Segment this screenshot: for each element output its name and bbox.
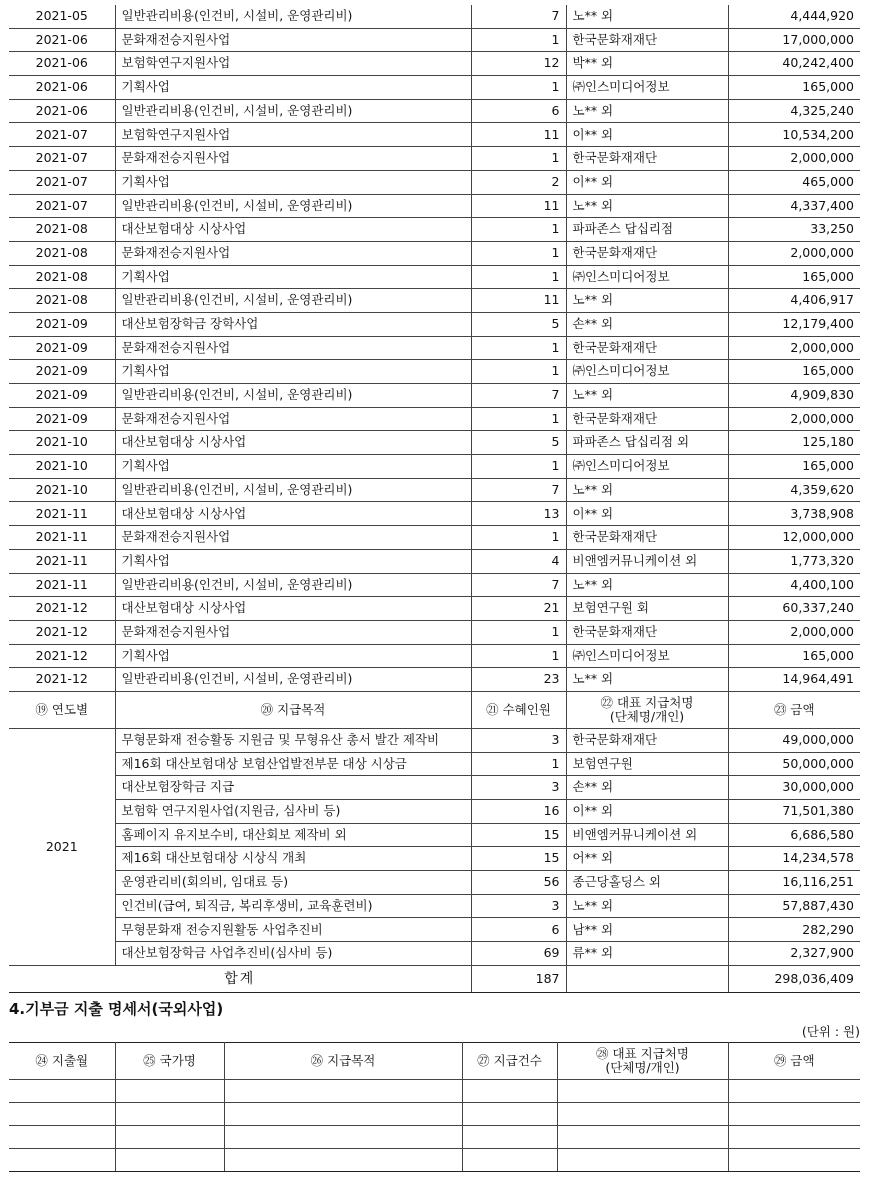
total-payee-empty [566,965,728,992]
table-row [9,99,860,123]
cell-count: 11 [471,194,566,218]
cell-purpose: 문화재전승지원사업 [115,620,471,644]
empty-cell [728,1080,860,1103]
header-year: ⑲ 연도별 [9,691,115,728]
cell-count: 5 [471,431,566,455]
header-payee [566,691,728,728]
cell-purpose: 보험학연구지원사업 [115,52,471,76]
empty-cell [115,1149,224,1172]
cell-count: 1 [471,644,566,668]
empty-cell [462,1149,557,1172]
table-row [9,147,860,171]
empty-cell [224,1103,462,1126]
cell-purpose: 대산보험대상 시상사업 [115,502,471,526]
summary-beneficiaries: 1 [471,752,566,776]
cell-purpose: 대산보험대상 시상사업 [115,431,471,455]
cell-purpose: 문화재전승지원사업 [115,241,471,265]
cell-payee: 노** 외 [566,573,728,597]
summary-payee: 비앤엠커뮤니케이션 외 [566,823,728,847]
cell-purpose: 문화재전승지원사업 [115,336,471,360]
empty-row [9,1149,860,1172]
summary-payee: 이** 외 [566,800,728,824]
cell-month: 2021-08 [9,241,115,265]
cell-count: 5 [471,312,566,336]
cell-amount: 4,909,830 [728,384,860,408]
cell-count: 7 [471,573,566,597]
cell-month: 2021-06 [9,28,115,52]
summary-beneficiaries: 6 [471,918,566,942]
table-row [9,360,860,384]
cell-count: 7 [471,384,566,408]
summary-amount: 6,686,580 [728,823,860,847]
empty-cell [9,1103,115,1126]
cell-payee: ㈜인스미디어정보 [566,644,728,668]
cell-month: 2021-06 [9,99,115,123]
cell-payee: 박** 외 [566,52,728,76]
table-row [9,549,860,573]
cell-payee: 이** 외 [566,123,728,147]
cell-count: 1 [471,241,566,265]
summary-amount: 57,887,430 [728,894,860,918]
cell-payee: 노** 외 [566,668,728,692]
summary-purpose: 무형문화재 전승활동 지원금 및 무형유산 총서 발간 제작비 [115,728,471,752]
summary-row [9,800,860,824]
cell-count: 11 [471,289,566,313]
summary-amount: 282,290 [728,918,860,942]
cell-amount: 165,000 [728,265,860,289]
table-row [9,52,860,76]
cell-count: 23 [471,668,566,692]
table-row [9,407,860,431]
empty-cell [728,1126,860,1149]
summary-payee: 종근당홀딩스 외 [566,871,728,895]
empty-cell [9,1080,115,1103]
table-row [9,170,860,194]
cell-payee: 한국문화재재단 [566,336,728,360]
cell-count: 1 [471,218,566,242]
empty-cell [557,1149,728,1172]
cell-purpose: 문화재전승지원사업 [115,28,471,52]
cell-amount: 165,000 [728,455,860,479]
cell-month: 2021-10 [9,478,115,502]
header-amount: ㉓ 금액 [728,691,860,728]
summary-row [9,942,860,966]
summary-purpose: 제16회 대산보험대상 보험산업발전부문 대상 시상금 [115,752,471,776]
table-row [9,573,860,597]
header-payee [557,1043,728,1080]
cell-payee: 노** 외 [566,5,728,28]
cell-month: 2021-09 [9,312,115,336]
header-payee-line2: (단체명/개인) [605,1060,680,1075]
summary-purpose: 대산보험장학금 사업추진비(심사비 등) [115,942,471,966]
cell-purpose: 문화재전승지원사업 [115,526,471,550]
summary-purpose: 운영관리비(회의비, 임대료 등) [115,871,471,895]
summary-row [9,918,860,942]
total-beneficiaries: 187 [471,965,566,992]
cell-amount: 3,738,908 [728,502,860,526]
cell-month: 2021-06 [9,76,115,100]
header-payee-line1: ㉒ 대표 지급처명 [600,694,694,710]
cell-amount: 14,964,491 [728,668,860,692]
summary-amount: 71,501,380 [728,800,860,824]
cell-amount: 60,337,240 [728,597,860,621]
cell-purpose: 일반관리비용(인건비, 시설비, 운영관리비) [115,5,471,28]
cell-month: 2021-07 [9,194,115,218]
summary-row [9,728,860,752]
cell-amount: 2,000,000 [728,241,860,265]
cell-month: 2021-09 [9,384,115,408]
cell-payee: 비앤엠커뮤니케이션 외 [566,549,728,573]
cell-amount: 2,000,000 [728,620,860,644]
summary-payee: 어** 외 [566,847,728,871]
cell-month: 2021-10 [9,431,115,455]
cell-count: 21 [471,597,566,621]
cell-count: 1 [471,147,566,171]
cell-amount: 12,179,400 [728,312,860,336]
table-row [9,384,860,408]
summary-payee: 한국문화재재단 [566,728,728,752]
table-row [9,289,860,313]
cell-count: 1 [471,265,566,289]
table-row [9,668,860,692]
cell-payee: 노** 외 [566,99,728,123]
summary-row [9,894,860,918]
summary-header-row [9,691,860,728]
cell-payee: 노** 외 [566,384,728,408]
summary-purpose: 대산보험장학금 지급 [115,776,471,800]
cell-purpose: 기획사업 [115,455,471,479]
cell-month: 2021-11 [9,526,115,550]
cell-amount: 165,000 [728,644,860,668]
table-row [9,502,860,526]
cell-count: 4 [471,549,566,573]
summary-purpose: 인건비(급여, 퇴직금, 복리후생비, 교육훈련비) [115,894,471,918]
cell-amount: 2,000,000 [728,147,860,171]
cell-payee: 노** 외 [566,194,728,218]
header-purpose: ⑳ 지급목적 [115,691,471,728]
cell-month: 2021-07 [9,123,115,147]
table-row [9,5,860,28]
cell-purpose: 보험학연구지원사업 [115,123,471,147]
unit-note: (단위 : 원) [801,1024,860,1039]
empty-cell [462,1080,557,1103]
cell-month: 2021-08 [9,218,115,242]
cell-month: 2021-09 [9,360,115,384]
summary-amount: 16,116,251 [728,871,860,895]
cell-purpose: 대산보험대상 시상사업 [115,597,471,621]
total-amount: 298,036,409 [728,965,860,992]
empty-cell [224,1126,462,1149]
cell-amount: 4,406,917 [728,289,860,313]
donation-expense-table-domestic [9,5,860,993]
summary-row [9,871,860,895]
summary-beneficiaries: 69 [471,942,566,966]
cell-purpose: 일반관리비용(인건비, 시설비, 운영관리비) [115,573,471,597]
cell-count: 1 [471,407,566,431]
cell-payee: 이** 외 [566,502,728,526]
table-row [9,312,860,336]
cell-month: 2021-09 [9,407,115,431]
cell-payee: 파파존스 답십리점 외 [566,431,728,455]
cell-purpose: 일반관리비용(인건비, 시설비, 운영관리비) [115,384,471,408]
summary-beneficiaries: 16 [471,800,566,824]
cell-month: 2021-09 [9,336,115,360]
cell-payee: 노** 외 [566,289,728,313]
summary-year: 2021 [9,728,115,965]
cell-count: 11 [471,123,566,147]
header-payee-line1: ㉘ 대표 지급처명 [596,1045,689,1061]
cell-count: 2 [471,170,566,194]
table-row [9,265,860,289]
empty-cell [557,1080,728,1103]
cell-payee: ㈜인스미디어정보 [566,455,728,479]
cell-payee: ㈜인스미디어정보 [566,76,728,100]
table-row [9,478,860,502]
summary-amount: 50,000,000 [728,752,860,776]
empty-cell [9,1149,115,1172]
empty-row [9,1103,860,1126]
cell-payee: 한국문화재재단 [566,28,728,52]
cell-amount: 125,180 [728,431,860,455]
cell-month: 2021-11 [9,573,115,597]
cell-amount: 4,337,400 [728,194,860,218]
total-label: 합계 [9,965,471,992]
summary-beneficiaries: 3 [471,894,566,918]
cell-purpose: 기획사업 [115,265,471,289]
cell-purpose: 대산보험장학금 장학사업 [115,312,471,336]
overseas-header-row [9,1043,860,1080]
cell-month: 2021-05 [9,5,115,28]
cell-amount: 40,242,400 [728,52,860,76]
summary-payee: 남** 외 [566,918,728,942]
cell-month: 2021-08 [9,265,115,289]
cell-purpose: 대산보험대상 시상사업 [115,218,471,242]
empty-cell [9,1126,115,1149]
cell-amount: 4,444,920 [728,5,860,28]
header-beneficiaries: ㉑ 수혜인원 [471,691,566,728]
summary-amount: 2,327,900 [728,942,860,966]
cell-purpose: 일반관리비용(인건비, 시설비, 운영관리비) [115,99,471,123]
cell-payee: ㈜인스미디어정보 [566,360,728,384]
empty-cell [557,1103,728,1126]
cell-payee: ㈜인스미디어정보 [566,265,728,289]
summary-amount: 30,000,000 [728,776,860,800]
cell-purpose: 일반관리비용(인건비, 시설비, 운영관리비) [115,478,471,502]
cell-payee: 노** 외 [566,478,728,502]
cell-month: 2021-12 [9,597,115,621]
table-row [9,597,860,621]
cell-payee: 한국문화재재단 [566,241,728,265]
table-row [9,620,860,644]
cell-count: 1 [471,455,566,479]
cell-purpose: 일반관리비용(인건비, 시설비, 운영관리비) [115,668,471,692]
table-row [9,218,860,242]
cell-count: 1 [471,360,566,384]
summary-purpose: 홈페이지 유지보수비, 대산회보 제작비 외 [115,823,471,847]
cell-amount: 165,000 [728,360,860,384]
cell-month: 2021-11 [9,502,115,526]
summary-row [9,752,860,776]
cell-month: 2021-12 [9,644,115,668]
cell-amount: 1,773,320 [728,549,860,573]
table-row [9,526,860,550]
cell-amount: 33,250 [728,218,860,242]
donation-expense-table-overseas [9,1042,860,1172]
summary-beneficiaries: 56 [471,871,566,895]
cell-month: 2021-07 [9,147,115,171]
cell-amount: 17,000,000 [728,28,860,52]
summary-payee: 류** 외 [566,942,728,966]
cell-purpose: 기획사업 [115,170,471,194]
cell-count: 12 [471,52,566,76]
cell-amount: 12,000,000 [728,526,860,550]
empty-cell [115,1103,224,1126]
cell-purpose: 기획사업 [115,360,471,384]
cell-amount: 2,000,000 [728,336,860,360]
header-purpose: ㉖ 지급목적 [224,1043,462,1080]
cell-count: 1 [471,620,566,644]
cell-count: 7 [471,5,566,28]
cell-count: 1 [471,526,566,550]
summary-purpose: 보험학 연구지원사업(지원금, 심사비 등) [115,800,471,824]
summary-purpose: 무형문화재 전승지원활동 사업추진비 [115,918,471,942]
cell-payee: 손** 외 [566,312,728,336]
table-row [9,644,860,668]
cell-amount: 4,325,240 [728,99,860,123]
cell-purpose: 기획사업 [115,549,471,573]
cell-purpose: 일반관리비용(인건비, 시설비, 운영관리비) [115,194,471,218]
section-title: 4.기부금 지출 명세서(국외사업) [9,1000,224,1018]
empty-cell [462,1126,557,1149]
summary-amount: 14,234,578 [728,847,860,871]
cell-count: 13 [471,502,566,526]
cell-count: 1 [471,76,566,100]
cell-amount: 165,000 [728,76,860,100]
cell-count: 1 [471,336,566,360]
cell-amount: 10,534,200 [728,123,860,147]
cell-payee: 한국문화재재단 [566,407,728,431]
cell-payee: 한국문화재재단 [566,526,728,550]
summary-payee: 손** 외 [566,776,728,800]
cell-payee: 파파존스 답십리점 [566,218,728,242]
cell-month: 2021-10 [9,455,115,479]
cell-month: 2021-06 [9,52,115,76]
empty-cell [115,1126,224,1149]
cell-month: 2021-12 [9,620,115,644]
cell-purpose: 기획사업 [115,76,471,100]
summary-amount: 49,000,000 [728,728,860,752]
cell-amount: 4,400,100 [728,573,860,597]
cell-amount: 465,000 [728,170,860,194]
empty-cell [224,1149,462,1172]
table-row [9,431,860,455]
cell-purpose: 기획사업 [115,644,471,668]
header-payee-line2: (단체명/개인) [609,708,685,724]
cell-purpose: 일반관리비용(인건비, 시설비, 운영관리비) [115,289,471,313]
cell-month: 2021-07 [9,170,115,194]
empty-cell [462,1103,557,1126]
cell-amount: 2,000,000 [728,407,860,431]
cell-month: 2021-08 [9,289,115,313]
empty-cell [115,1080,224,1103]
empty-cell [557,1126,728,1149]
empty-cell [728,1149,860,1172]
table-row [9,76,860,100]
summary-payee: 노** 외 [566,894,728,918]
cell-count: 7 [471,478,566,502]
table-row [9,336,860,360]
header-month: ㉔ 지출월 [9,1043,115,1080]
cell-count: 1 [471,28,566,52]
table-row [9,241,860,265]
cell-payee: 이** 외 [566,170,728,194]
empty-row [9,1126,860,1149]
summary-beneficiaries: 15 [471,847,566,871]
header-country: ㉕ 국가명 [115,1043,224,1080]
empty-cell [224,1080,462,1103]
cell-month: 2021-12 [9,668,115,692]
summary-row [9,847,860,871]
cell-purpose: 문화재전승지원사업 [115,407,471,431]
summary-beneficiaries: 3 [471,776,566,800]
total-row [9,965,860,992]
header-count: ㉗ 지급건수 [462,1043,557,1080]
summary-purpose: 제16회 대산보험대상 시상식 개최 [115,847,471,871]
table-row [9,455,860,479]
summary-row [9,776,860,800]
cell-payee: 한국문화재재단 [566,147,728,171]
summary-beneficiaries: 15 [471,823,566,847]
cell-month: 2021-11 [9,549,115,573]
cell-payee: 보험연구원 회 [566,597,728,621]
table-row [9,194,860,218]
table-row [9,123,860,147]
empty-row [9,1080,860,1103]
summary-beneficiaries: 3 [471,728,566,752]
cell-amount: 4,359,620 [728,478,860,502]
empty-cell [728,1103,860,1126]
cell-payee: 한국문화재재단 [566,620,728,644]
table-row [9,28,860,52]
cell-count: 6 [471,99,566,123]
summary-row [9,823,860,847]
header-amount: ㉙ 금액 [728,1043,860,1080]
cell-purpose: 문화재전승지원사업 [115,147,471,171]
summary-payee: 보험연구원 [566,752,728,776]
